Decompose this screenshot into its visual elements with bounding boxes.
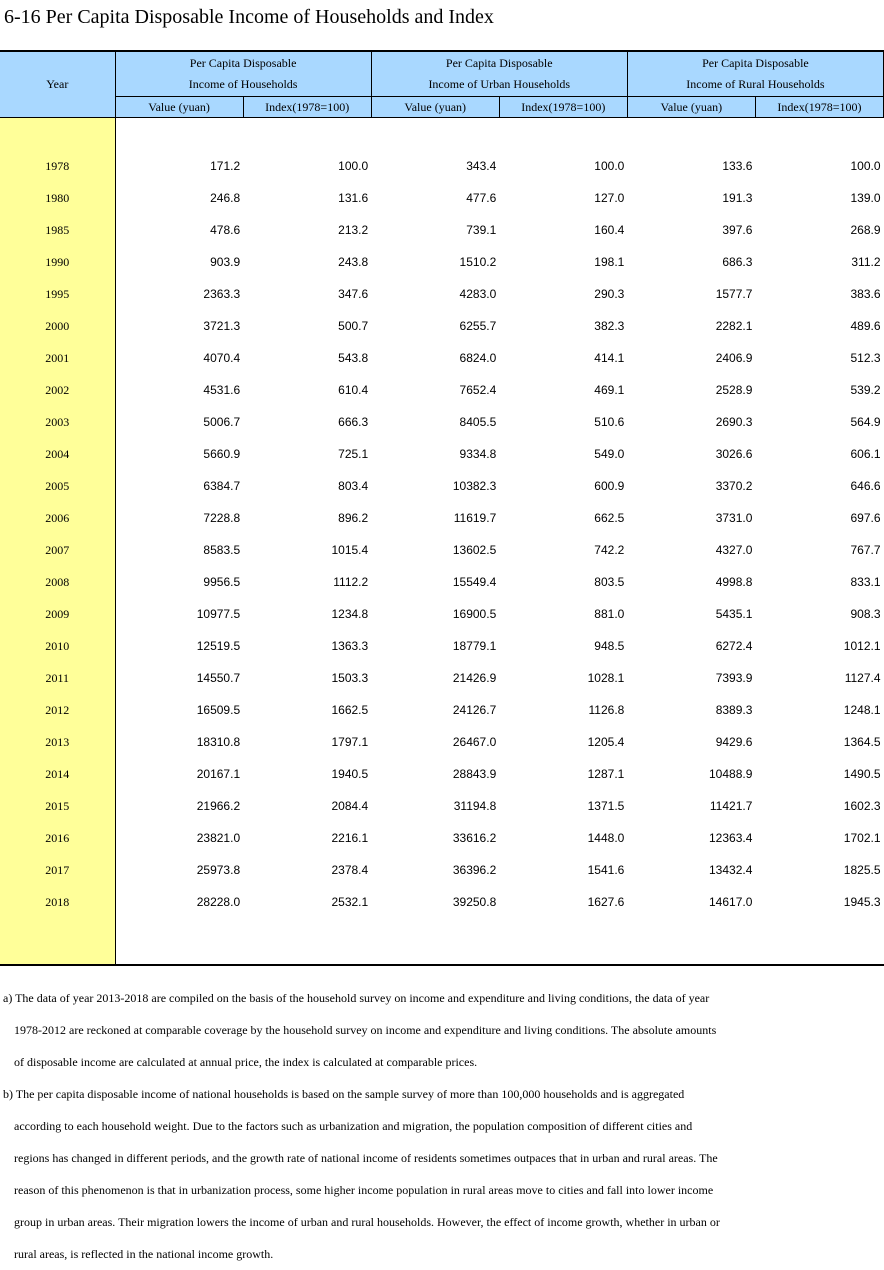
page-title: 6-16 Per Capita Disposable Income of Households and Index	[4, 6, 494, 28]
index-cell: 1371.5	[587, 799, 625, 813]
index-cell: 347.6	[338, 287, 369, 301]
value-cell: 4998.8	[715, 575, 753, 589]
value-cell: 21966.2	[196, 799, 241, 813]
index-cell: 1503.3	[331, 671, 369, 685]
year-cell: 1980	[0, 182, 115, 214]
value-cell: 903.9	[210, 255, 241, 269]
notes	[0, 982, 880, 1270]
value-cell: 5660.9	[203, 447, 241, 461]
note-line: of disposable income are calculated at annual price, the index is calculated at comparable prices.	[14, 1055, 478, 1069]
year-cell: 2007	[0, 534, 115, 566]
group-header-line2: Income of Households	[188, 77, 298, 91]
year-cell: 1978	[0, 150, 115, 182]
index-cell: 908.3	[850, 607, 881, 621]
index-cell: 213.2	[338, 223, 369, 237]
index-cell: 1541.6	[587, 863, 625, 877]
year-cell: 2000	[0, 310, 115, 342]
index-cell: 1448.0	[587, 831, 625, 845]
note-line: regions has changed in different periods, and the growth rate of national income of residents sometimes outpaces that in urban and rural areas. The	[14, 1151, 718, 1165]
value-cell: 26467.0	[452, 735, 497, 749]
group-header-line2: Income of Urban Households	[428, 77, 571, 91]
value-cell: 2363.3	[203, 287, 241, 301]
value-cell: 6272.4	[715, 639, 753, 653]
index-cell: 803.5	[594, 575, 625, 589]
index-cell: 610.4	[338, 383, 369, 397]
value-cell: 36396.2	[452, 863, 497, 877]
table-row	[0, 662, 884, 694]
value-cell: 8405.5	[459, 415, 497, 429]
index-cell: 1205.4	[587, 735, 625, 749]
table-row	[0, 598, 884, 630]
index-cell: 833.1	[850, 575, 881, 589]
table-row	[0, 694, 884, 726]
note-line: group in urban areas. Their migration lowers the income of urban and rural households. However, the effect of income growth, whether in urban or	[14, 1215, 720, 1229]
value-cell: 1510.2	[459, 255, 497, 269]
index-cell: 1287.1	[587, 767, 625, 781]
index-cell: 1112.2	[333, 575, 369, 589]
value-cell: 12519.5	[196, 639, 241, 653]
table-row	[0, 310, 884, 342]
index-cell: 948.5	[594, 639, 625, 653]
index-cell: 311.2	[851, 255, 881, 269]
index-cell: 100.0	[850, 159, 881, 173]
table-row	[0, 150, 884, 182]
value-cell: 13602.5	[452, 543, 497, 557]
note-line: b) The per capita disposable income of national households is based on the sample survey of more than 100,000 households and is aggregated	[3, 1087, 685, 1101]
value-cell: 11421.7	[709, 799, 753, 813]
group-header-line1: Per Capita Disposable	[702, 56, 809, 70]
table-row	[0, 630, 884, 662]
value-cell: 2406.9	[715, 351, 753, 365]
value-cell: 9956.5	[203, 575, 241, 589]
value-cell: 739.1	[466, 223, 497, 237]
value-cell: 15549.4	[452, 575, 497, 589]
index-cell: 160.4	[594, 223, 625, 237]
value-cell: 2282.1	[715, 319, 753, 333]
value-cell: 3731.0	[715, 511, 753, 525]
value-cell: 13432.4	[709, 863, 753, 877]
table-row	[0, 470, 884, 502]
value-cell: 7393.9	[715, 671, 753, 685]
table-row	[0, 726, 884, 758]
index-cell: 1602.3	[843, 799, 881, 813]
index-cell: 646.6	[850, 479, 881, 493]
value-cell: 4531.6	[203, 383, 241, 397]
index-cell: 539.2	[850, 383, 881, 397]
index-cell: 767.7	[850, 543, 881, 557]
index-cell: 1015.4	[331, 543, 369, 557]
index-cell: 662.5	[594, 511, 625, 525]
value-cell: 18310.8	[196, 735, 241, 749]
index-cell: 1028.1	[587, 671, 625, 685]
index-cell: 290.3	[594, 287, 625, 301]
index-cell: 512.3	[850, 351, 881, 365]
value-cell: 2528.9	[715, 383, 753, 397]
value-cell: 10488.9	[709, 767, 753, 781]
value-header: Value (yuan)	[627, 97, 755, 118]
value-cell: 31194.8	[453, 799, 497, 813]
year-cell: 2017	[0, 854, 115, 886]
index-cell: 543.8	[338, 351, 369, 365]
value-cell: 477.6	[466, 191, 497, 205]
index-cell: 1797.1	[331, 735, 369, 749]
index-header: Index(1978=100)	[243, 97, 371, 118]
index-cell: 243.8	[338, 255, 369, 269]
value-cell: 4327.0	[715, 543, 753, 557]
value-cell: 3026.6	[715, 447, 753, 461]
note-line: reason of this phenomenon is that in urbanization process, some higher income population in rural areas move to cities and fall into lower income	[14, 1183, 714, 1197]
value-cell: 3721.3	[203, 319, 241, 333]
group-header-national	[115, 51, 371, 97]
index-cell: 100.0	[338, 159, 369, 173]
value-cell: 9429.6	[715, 735, 753, 749]
value-cell: 24126.7	[452, 703, 497, 717]
value-cell: 686.3	[722, 255, 753, 269]
index-cell: 131.6	[338, 191, 369, 205]
year-cell: 2001	[0, 342, 115, 374]
note-line: a) The data of year 2013-2018 are compiled on the basis of the household survey on income and expenditure and living conditions, the data of year	[3, 991, 710, 1005]
group-header-urban	[371, 51, 627, 97]
value-cell: 20167.1	[196, 767, 241, 781]
value-cell: 6255.7	[459, 319, 497, 333]
year-cell: 2004	[0, 438, 115, 470]
index-cell: 268.9	[850, 223, 881, 237]
value-cell: 28228.0	[196, 895, 241, 909]
index-cell: 127.0	[594, 191, 625, 205]
table-row	[0, 374, 884, 406]
value-cell: 5435.1	[715, 607, 753, 621]
value-cell: 10977.5	[196, 607, 241, 621]
year-cell: 2010	[0, 630, 115, 662]
year-cell: 2003	[0, 406, 115, 438]
value-cell: 1577.7	[715, 287, 753, 301]
group-header-line1: Per Capita Disposable	[445, 56, 553, 70]
index-cell: 198.1	[594, 255, 625, 269]
note-line: rural areas, is reflected in the national income growth.	[14, 1247, 274, 1261]
index-cell: 549.0	[594, 447, 625, 461]
index-cell: 414.1	[594, 351, 625, 365]
year-cell: 1995	[0, 278, 115, 310]
table-row	[0, 790, 884, 822]
value-cell: 7652.4	[459, 383, 497, 397]
year-cell: 2008	[0, 566, 115, 598]
value-cell: 171.2	[210, 159, 241, 173]
table-row	[0, 886, 884, 918]
index-cell: 2532.1	[331, 895, 369, 909]
value-cell: 14550.7	[196, 671, 241, 685]
value-cell: 7228.8	[203, 511, 241, 525]
index-cell: 382.3	[594, 319, 625, 333]
value-cell: 23821.0	[196, 831, 241, 845]
index-cell: 896.2	[338, 511, 369, 525]
year-cell: 2009	[0, 598, 115, 630]
table-row	[0, 502, 884, 534]
table-row	[0, 822, 884, 854]
index-cell: 2216.1	[331, 831, 369, 845]
value-cell: 5006.7	[203, 415, 241, 429]
value-cell: 16509.5	[196, 703, 241, 717]
value-cell: 6384.7	[203, 479, 241, 493]
value-cell: 10382.3	[452, 479, 497, 493]
table-row	[0, 246, 884, 278]
value-cell: 18779.1	[452, 639, 497, 653]
value-cell: 8389.3	[715, 703, 753, 717]
index-cell: 1234.8	[331, 607, 369, 621]
value-cell: 12363.4	[709, 831, 753, 845]
index-cell: 564.9	[850, 415, 881, 429]
value-cell: 246.8	[210, 191, 241, 205]
year-cell: 2013	[0, 726, 115, 758]
value-cell: 2690.3	[715, 415, 753, 429]
index-cell: 1012.1	[843, 639, 881, 653]
index-cell: 803.4	[338, 479, 369, 493]
index-cell: 2378.4	[331, 863, 369, 877]
group-header-line1: Per Capita Disposable	[189, 56, 297, 70]
index-cell: 100.0	[594, 159, 625, 173]
table-row	[0, 406, 884, 438]
index-cell: 510.6	[594, 415, 625, 429]
index-cell: 2084.4	[331, 799, 369, 813]
table-row	[0, 342, 884, 374]
index-cell: 1702.1	[843, 831, 881, 845]
value-cell: 21426.9	[452, 671, 497, 685]
value-cell: 39250.8	[452, 895, 497, 909]
index-cell: 1945.3	[843, 895, 881, 909]
index-header: Index(1978=100)	[755, 97, 883, 118]
index-cell: 469.1	[594, 383, 625, 397]
year-cell: 2014	[0, 758, 115, 790]
value-cell: 4283.0	[459, 287, 497, 301]
value-cell: 3370.2	[715, 479, 753, 493]
index-cell: 139.0	[850, 191, 881, 205]
table-row	[0, 534, 884, 566]
index-cell: 383.6	[850, 287, 881, 301]
table-row	[0, 758, 884, 790]
index-cell: 1490.5	[843, 767, 881, 781]
value-cell: 8583.5	[203, 543, 241, 557]
table-row	[0, 214, 884, 246]
index-cell: 1363.3	[331, 639, 369, 653]
index-cell: 1940.5	[331, 767, 369, 781]
index-cell: 606.1	[850, 447, 881, 461]
value-cell: 133.6	[722, 159, 753, 173]
value-cell: 6824.0	[459, 351, 497, 365]
index-cell: 1627.6	[587, 895, 625, 909]
year-cell: 2002	[0, 374, 115, 406]
group-header-rural	[627, 51, 883, 97]
index-header: Index(1978=100)	[499, 97, 627, 118]
value-cell: 191.3	[722, 191, 753, 205]
table-row	[0, 278, 884, 310]
year-cell: 2012	[0, 694, 115, 726]
table-row	[0, 566, 884, 598]
index-cell: 1127.4	[844, 671, 881, 685]
year-cell: 2005	[0, 470, 115, 502]
value-cell: 11619.7	[453, 511, 497, 525]
index-cell: 697.6	[850, 511, 881, 525]
value-cell: 343.4	[466, 159, 497, 173]
value-cell: 9334.8	[459, 447, 497, 461]
year-cell: 2006	[0, 502, 115, 534]
spacer-row	[0, 918, 884, 965]
year-cell: 1985	[0, 214, 115, 246]
value-cell: 4070.4	[203, 351, 241, 365]
spacer-row	[0, 118, 884, 151]
table-row	[0, 438, 884, 470]
index-cell: 1248.1	[843, 703, 881, 717]
index-cell: 489.6	[850, 319, 881, 333]
note-line: 1978-2012 are reckoned at comparable coverage by the household survey on income and expenditure and living conditions. The absolute amounts	[14, 1023, 717, 1037]
value-cell: 28843.9	[452, 767, 497, 781]
year-header: Year	[0, 51, 115, 118]
value-header: Value (yuan)	[371, 97, 499, 118]
table-body	[0, 118, 884, 966]
year-cell: 2011	[0, 662, 115, 694]
table-row	[0, 182, 884, 214]
value-cell: 33616.2	[452, 831, 497, 845]
year-cell: 1990	[0, 246, 115, 278]
table-row	[0, 854, 884, 886]
group-header-line2: Income of Rural Households	[686, 77, 825, 91]
index-cell: 1662.5	[331, 703, 369, 717]
value-cell: 14617.0	[709, 895, 753, 909]
income-table	[0, 50, 884, 966]
index-cell: 881.0	[594, 607, 625, 621]
value-cell: 478.6	[210, 223, 241, 237]
note-line: according to each household weight. Due to the factors such as urbanization and migration, the population composition of different cities and	[14, 1119, 693, 1133]
index-cell: 1364.5	[843, 735, 881, 749]
value-cell: 25973.8	[196, 863, 241, 877]
year-cell: 2016	[0, 822, 115, 854]
index-cell: 500.7	[338, 319, 369, 333]
year-cell: 2015	[0, 790, 115, 822]
index-cell: 725.1	[338, 447, 369, 461]
value-header: Value (yuan)	[115, 97, 243, 118]
index-cell: 666.3	[338, 415, 369, 429]
year-cell: 2018	[0, 886, 115, 918]
value-cell: 397.6	[722, 223, 753, 237]
index-cell: 1825.5	[843, 863, 881, 877]
index-cell: 1126.8	[588, 703, 625, 717]
index-cell: 742.2	[594, 543, 625, 557]
index-cell: 600.9	[594, 479, 625, 493]
value-cell: 16900.5	[452, 607, 497, 621]
